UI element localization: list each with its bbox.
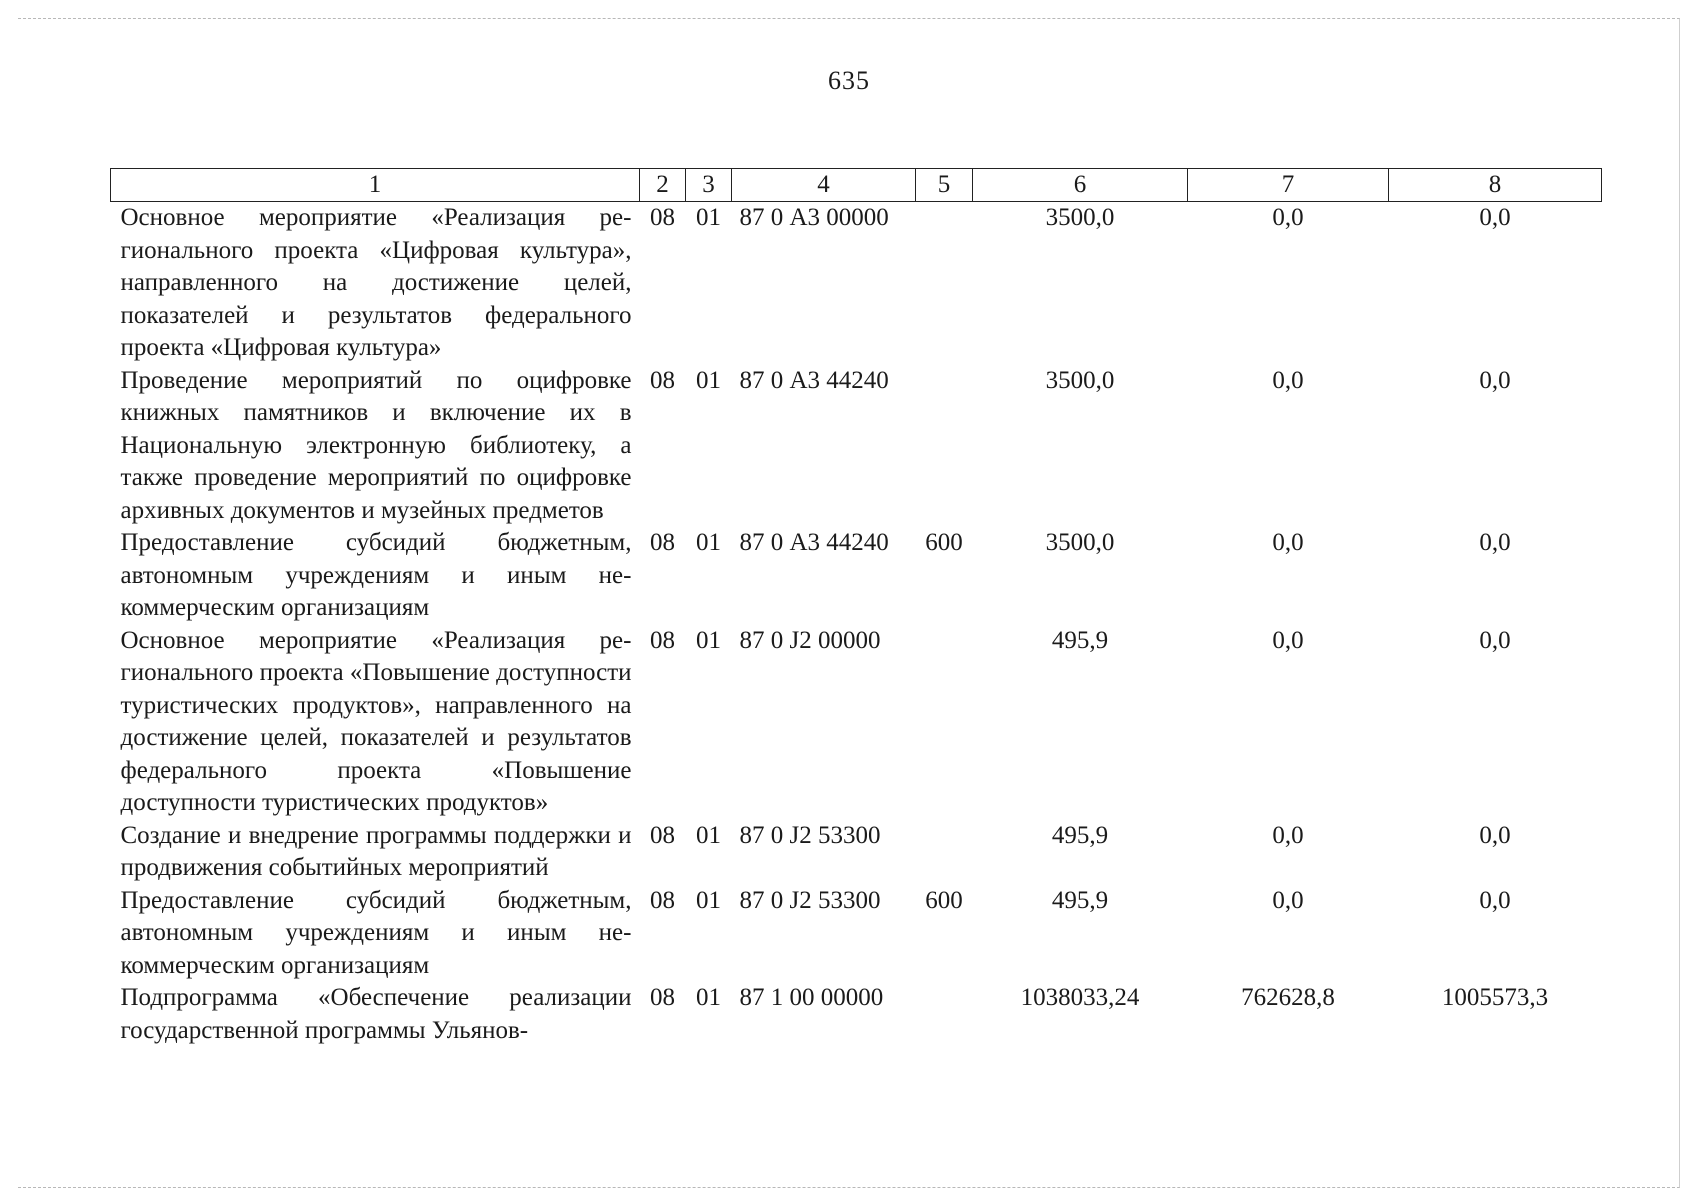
- row-description: Предоставление субсидий бюджетным, автономным учреждениям и иным некоммерческим организациям: [120, 529, 632, 621]
- row-amount-col6: 3500,0: [1045, 529, 1115, 556]
- row-amount-col8: 1005573,3: [1441, 984, 1549, 1011]
- table-row: [111, 527, 1602, 625]
- row-amount-col8: 0,0: [1479, 821, 1511, 849]
- row-amount-col7: 0,0: [1272, 204, 1304, 231]
- row-section-code: 08: [650, 984, 675, 1011]
- row-expense-type-code: [916, 820, 973, 885]
- row-amount-col7: 0,0: [1272, 886, 1304, 914]
- row-section-code: 08: [650, 821, 675, 849]
- row-section-code: 08: [650, 204, 675, 231]
- row-target-article-code: 87 1 00 00000: [739, 984, 884, 1011]
- header-cell-5: 5: [916, 169, 973, 202]
- row-description: Проведение мероприятий по оцифровке книжных памятников и включение их в Национальную электронную библиотеку, а также проведение мероприятий по оцифровке архивных документов и музейных предметов: [120, 366, 632, 524]
- table-row: [111, 365, 1602, 528]
- row-amount-col6: 1038033,24: [1020, 984, 1140, 1011]
- row-target-article-code: 87 0 А3 44240: [739, 529, 889, 556]
- header-cell-7: 7: [1188, 169, 1389, 202]
- row-amount-col6: 3500,0: [1045, 204, 1115, 231]
- row-subsection-code: 01: [696, 821, 721, 849]
- table-row: [111, 625, 1602, 820]
- table-row: [111, 982, 1602, 1047]
- page-number: 635: [828, 66, 870, 95]
- row-amount-col7: 762628,8: [1241, 984, 1335, 1011]
- table-row: [111, 885, 1602, 983]
- row-amount-col6: 495,9: [1051, 626, 1109, 654]
- table-row: [111, 202, 1602, 365]
- row-section-code: 08: [650, 626, 675, 654]
- table-body: [111, 202, 1602, 1048]
- row-amount-col6: 495,9: [1051, 886, 1109, 914]
- row-subsection-code: 01: [696, 529, 721, 556]
- header-cell-8: 8: [1389, 169, 1602, 202]
- row-description: Подпрограмма «Обеспечение реализации государственной программы Ульянов-: [120, 984, 632, 1044]
- row-subsection-code: 01: [696, 984, 721, 1011]
- row-section-code: 08: [650, 886, 675, 914]
- row-amount-col8: 0,0: [1479, 626, 1511, 654]
- row-section-code: 08: [650, 366, 675, 394]
- row-expense-type-code: [916, 365, 973, 528]
- row-amount-col6: 495,9: [1051, 821, 1109, 849]
- row-description: Основное мероприятие «Реализация регионального проекта «Цифровая культура», направленного на достижение целей, показателей и результатов федерального проекта «Цифровая культура»: [120, 204, 632, 361]
- row-target-article-code: 87 0 А3 00000: [739, 204, 889, 231]
- header-cell-1: 1: [111, 169, 640, 202]
- row-target-article-code: 87 0 А3 44240: [739, 366, 889, 394]
- row-amount-col7: 0,0: [1272, 366, 1304, 394]
- row-section-code: 08: [650, 529, 675, 556]
- row-expense-type-code: 600: [925, 886, 963, 914]
- row-expense-type-code: [916, 202, 973, 365]
- header-row: [111, 169, 1602, 202]
- row-amount-col8: 0,0: [1479, 529, 1511, 556]
- row-subsection-code: 01: [696, 886, 721, 914]
- row-target-article-code: 87 0 J2 00000: [739, 626, 881, 654]
- row-amount-col7: 0,0: [1272, 821, 1304, 849]
- header-cell-2: 2: [640, 169, 686, 202]
- row-subsection-code: 01: [696, 366, 721, 394]
- table-row: [111, 820, 1602, 885]
- row-target-article-code: 87 0 J2 53300: [739, 886, 881, 914]
- row-description: Основное мероприятие «Реализация регионального проекта «Повышение доступности туристических продуктов», направленного на достижение целей, показателей и результатов федерального проекта «Повышение доступности туристических продуктов»: [120, 626, 632, 816]
- row-expense-type-code: [916, 625, 973, 820]
- row-amount-col7: 0,0: [1272, 529, 1304, 556]
- row-description: Создание и внедрение программы поддержки и продвижения событийных мероприятий: [120, 821, 632, 881]
- row-amount-col8: 0,0: [1479, 886, 1511, 914]
- row-subsection-code: 01: [696, 626, 721, 654]
- header-cell-6: 6: [973, 169, 1188, 202]
- row-amount-col8: 0,0: [1479, 366, 1511, 394]
- row-expense-type-code: 600: [925, 529, 963, 556]
- row-subsection-code: 01: [696, 204, 721, 231]
- row-amount-col7: 0,0: [1272, 626, 1304, 654]
- row-amount-col6: 3500,0: [1045, 366, 1115, 394]
- row-target-article-code: 87 0 J2 53300: [739, 821, 881, 849]
- header-cell-4: 4: [732, 169, 916, 202]
- row-description: Предоставление субсидий бюджетным, автономным учреждениям и иным некоммерческим организациям: [120, 886, 632, 979]
- header-cell-3: 3: [686, 169, 732, 202]
- row-expense-type-code: [916, 982, 973, 1047]
- budget-table: [110, 168, 1602, 1047]
- row-amount-col8: 0,0: [1479, 204, 1511, 231]
